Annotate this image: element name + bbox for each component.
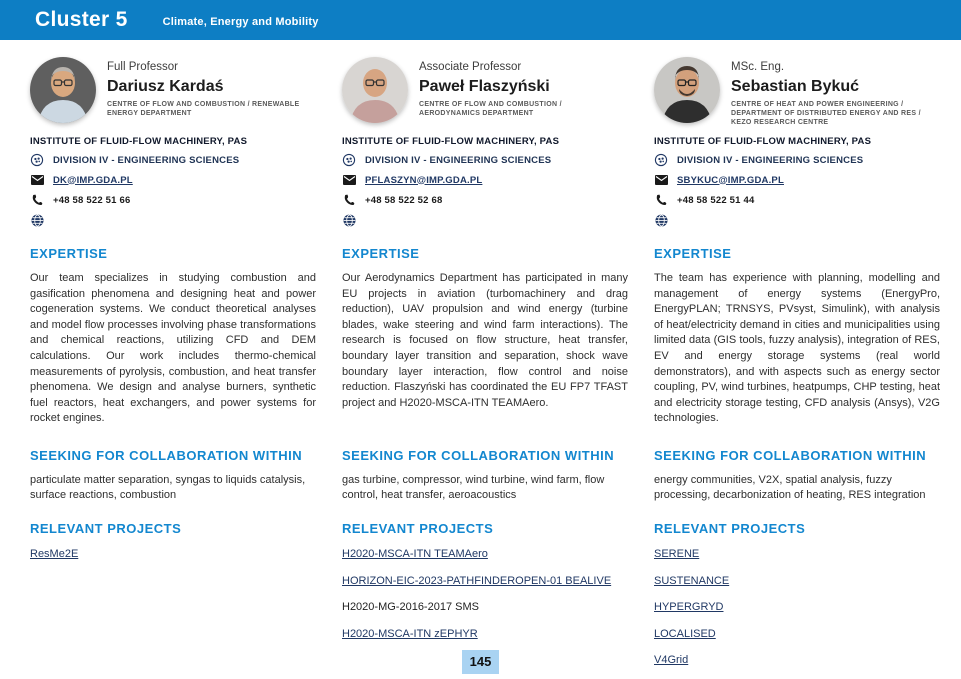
project-item: [654, 544, 940, 562]
profile-head: [342, 57, 628, 123]
phone-number: +48 58 522 51 44: [677, 194, 755, 206]
expertise-heading: EXPERTISE: [654, 246, 732, 261]
department-label: CENTRE OF FLOW AND COMBUSTION / RENEWABLE ENERGY DEPARTMENT: [107, 101, 300, 117]
division-emblem-icon: [654, 153, 668, 167]
globe-icon[interactable]: [30, 213, 44, 227]
project-item: [342, 544, 628, 562]
profile-head: [30, 57, 316, 123]
email-link[interactable]: SBYKUC@IMP.GDA.PL: [677, 174, 784, 186]
website-row: [342, 213, 628, 227]
seeking-text: energy communities, V2X, spatial analysis, fuzzy processing, decarbonization of heating, RES integration: [654, 474, 926, 501]
projects-heading: RELEVANT PROJECTS: [30, 521, 182, 536]
cluster-header-bar: [0, 0, 961, 40]
profile-column-2: [342, 40, 628, 679]
avatar-photo: [654, 57, 720, 123]
project-link[interactable]: SUSTENANCE: [654, 574, 730, 587]
project-link[interactable]: H2020-MSCA-ITN zEPHYR: [342, 627, 478, 640]
phone-icon: [30, 193, 44, 207]
division-label: DIVISION IV - ENGINEERING SCIENCES: [677, 154, 864, 166]
cluster-subtitle: Climate, Energy and Mobility: [162, 15, 319, 28]
profile-identity: [107, 57, 302, 123]
website-row: [30, 213, 316, 227]
seeking-heading: SEEKING FOR COLLABORATION WITHIN: [30, 448, 303, 463]
seeking-text: particulate matter separation, syngas to liquids catalysis, surface reactions, combustion: [30, 474, 306, 501]
email-link[interactable]: PFLASZYN@IMP.GDA.PL: [365, 174, 483, 186]
division-emblem-icon: [30, 153, 44, 167]
expertise-text: The team has experience with planning, modelling and management of energy systems (EnergyPro, EnergyPLAN; TRNSYS, PVsyst, Simulink), with analysis of heat/electricity demand in cities and municipalities using limited data (GIS tools, fuzzy analysis), integration of RES, EV and energy storage systems (real world demonstrators), and with aspects such as energy sector coupling, PV, wind turbines, heatpumps, CHP testing, heat and electricity storage testing, CFD analysis (Ansys), V2G technologies.: [654, 272, 940, 425]
institute-block: [654, 136, 940, 227]
division-row: [654, 153, 940, 167]
institute-block: [30, 136, 316, 227]
phone-row: [654, 193, 940, 207]
institute-name: INSTITUTE OF FLUID-FLOW MACHINERY, PAS: [342, 136, 560, 147]
expertise-heading: EXPERTISE: [342, 246, 420, 261]
institute-name: INSTITUTE OF FLUID-FLOW MACHINERY, PAS: [30, 136, 248, 147]
project-link[interactable]: V4Grid: [654, 654, 689, 666]
profile-column-3: [654, 40, 940, 679]
division-emblem-icon: [342, 153, 356, 167]
institute-name: INSTITUTE OF FLUID-FLOW MACHINERY, PAS: [654, 136, 872, 147]
profile-column-1: [30, 40, 316, 679]
project-link[interactable]: HYPERGRYD: [654, 601, 724, 613]
profile-identity: [419, 57, 614, 123]
email-row: [30, 173, 316, 187]
division-row: [30, 153, 316, 167]
projects-list: [342, 544, 628, 650]
project-item: [342, 597, 628, 615]
academic-title: MSc. Eng.: [731, 61, 785, 73]
profile-identity: [731, 57, 940, 127]
expertise-heading: EXPERTISE: [30, 246, 108, 261]
phone-icon: [654, 193, 668, 207]
website-row: [654, 213, 940, 227]
phone-number: +48 58 522 52 68: [365, 194, 443, 206]
seeking-heading: SEEKING FOR COLLABORATION WITHIN: [654, 448, 927, 463]
email-row: [342, 173, 628, 187]
person-name: Paweł Flaszyński: [419, 78, 550, 95]
phone-icon: [342, 193, 356, 207]
person-name: Sebastian Bykuć: [731, 78, 860, 95]
globe-icon[interactable]: [342, 213, 356, 227]
seeking-text: gas turbine, compressor, wind turbine, wind farm, flow control, heat transfer, aeroacoustics: [342, 474, 605, 501]
department-label: CENTRE OF FLOW AND COMBUSTION / AERODYNAMICS DEPARTMENT: [419, 101, 562, 117]
projects-heading: RELEVANT PROJECTS: [654, 521, 806, 536]
expertise-text: Our team specializes in studying combustion and gasification phenomena and designing heat and power cogeneration systems. We conduct theoretical analyses and model flow processes involving phase transformations and chemical reactions, utilizing CFD and DEM calculations. Our work includes thermo-chemical measurements of pyrolysis, combustion, and heat transfer phenomena. We design and analyse burners, synthetic fuel reactors, heat exchangers, and power systems for rocket engines.: [30, 272, 316, 425]
academic-title: Associate Professor: [419, 61, 522, 73]
projects-list: [30, 544, 316, 571]
academic-title: Full Professor: [107, 61, 178, 73]
project-item: [30, 544, 316, 562]
division-row: [342, 153, 628, 167]
email-icon: [654, 173, 668, 187]
expertise-text: Our Aerodynamics Department has participated in many EU projects in aviation (turbomachinery and drag reduction), UAV propulsion and wind energy (turbine blades, wake steering and wind farm interactions). The research is focused on flow structure, heat transfer, boundary layer transition and separation, shock wave boundary layer interaction, flow control and noise reduction. Flaszyński has coordinated the EU FP7 TFAST project and H2020-MSCA-ITN TEAMAero.: [342, 272, 628, 409]
email-row: [654, 173, 940, 187]
cluster-title: Cluster 5: [35, 8, 128, 31]
profiles-grid: [30, 40, 940, 679]
page-number: 145: [462, 650, 500, 674]
project-item: [654, 597, 940, 615]
page-footer: [0, 650, 961, 674]
phone-row: [30, 193, 316, 207]
phone-number: +48 58 522 51 66: [53, 194, 131, 206]
project-item: [654, 571, 940, 589]
person-name: Dariusz Kardaś: [107, 78, 224, 95]
division-label: DIVISION IV - ENGINEERING SCIENCES: [53, 154, 240, 166]
project-item: [654, 624, 940, 642]
project-item: [342, 624, 628, 642]
email-link[interactable]: DK@IMP.GDA.PL: [53, 174, 133, 186]
profile-head: [654, 57, 940, 127]
project-item: [342, 571, 628, 589]
globe-icon[interactable]: [654, 213, 668, 227]
email-icon: [30, 173, 44, 187]
projects-heading: RELEVANT PROJECTS: [342, 521, 494, 536]
avatar-photo: [342, 57, 408, 123]
project-link[interactable]: ResMe2E: [30, 548, 79, 560]
project-link[interactable]: LOCALISED: [654, 627, 716, 640]
division-label: DIVISION IV - ENGINEERING SCIENCES: [365, 154, 552, 166]
project-link[interactable]: HORIZON-EIC-2023-PATHFINDEROPEN-01 BEALIVE: [342, 574, 612, 587]
project-link[interactable]: H2020-MSCA-ITN TEAMAero: [342, 548, 488, 560]
project-link[interactable]: SERENE: [654, 548, 700, 560]
institute-block: [342, 136, 628, 227]
project-link: H2020-MG-2016-2017 SMS: [342, 601, 479, 613]
phone-row: [342, 193, 628, 207]
avatar-photo: [30, 57, 96, 123]
department-label: CENTRE OF HEAT AND POWER ENGINEERING / DEPARTMENT OF DISTRIBUTED ENERGY AND RES / KEZO RESEARCH CENTRE: [731, 101, 921, 126]
email-icon: [342, 173, 356, 187]
seeking-heading: SEEKING FOR COLLABORATION WITHIN: [342, 448, 615, 463]
